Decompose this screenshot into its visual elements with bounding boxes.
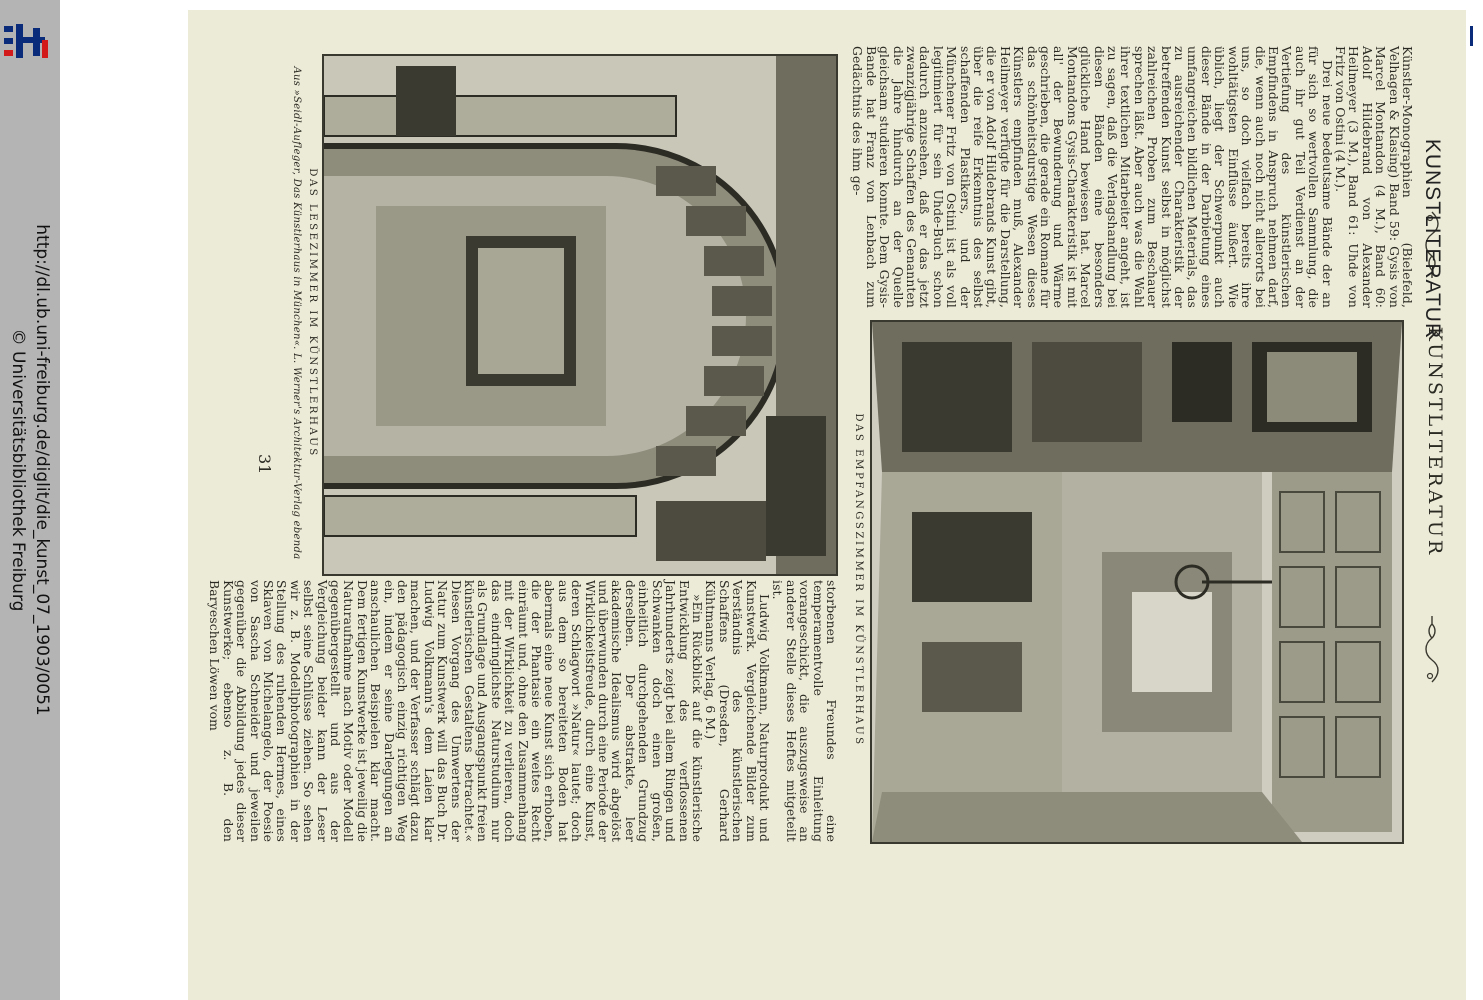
page-content-rotated — [207, 34, 1450, 850]
plate-lesezimmer — [322, 54, 838, 576]
blue-edge-mark-icon — [1470, 26, 1476, 46]
running-head: KUNSTLITERATUR — [1424, 326, 1446, 558]
plate-empfangszimmer — [870, 320, 1404, 844]
source-url-label — [6, 224, 54, 715]
university-library-logo-icon — [2, 20, 54, 64]
plate-caption-empfangszimmer: DAS EMPFANGSZIMMER IM KÜNSTLERHAUS — [853, 413, 864, 747]
viewer-sidebar — [0, 0, 60, 1000]
reading-room-illustration — [324, 56, 836, 574]
paragraph-drei-baende: Drei neue bedeutsame Bände der an für sich so wertvollen Sammlung, die auch ihr gut Teil Verdienst an der Vertiefung des künstlerischen Empfindens in Anspruch nehmen darf, die, wenn auch noch nicht allerorts bei uns, so doch vielfach bereits ihre wohltätigsten Einflüsse äußert. Wie üblich, liegt der Schwerpunkt auch dieser Bände in der Darbietung eines umfangreichen bildlichen Materials, das zu ausreichender Charakteristik der betreffenden Kunst selbst in möglichst zahlreichen Proben zum Beschauer sprechen läßt. Aber auch was die Wahl ihrer textlichen Mitarbeiter angeht, ist zu sagen, daß die Verlagshandlung bei diesen Bänden eine besonders glückliche Hand bewiesen hat. Marcel Montandons Gysis-Charakteristik ist mit all' der Bewunderung und Wärme geschrieben, die gerade ein Romane für das schönheitsdurstige Wesen dieses Künstlers empfinden muß, Alexander Heilmeyer verfügte für die Darstellung, die er von Adolf Hildebrands Kunst gibt, über die reife Erkenntnis des selbst schaffenden Plastikers, und der Münchener Fritz von Ostini ist als voll legitimiert für sein Uhde-Buch schon dadurch anzusehen, daß er das jetzt zwanzigjährige Schaffen des Genannten die Jahre hindurch an der Quelle gleichsam studieren konnte. Dem Gysis-Bande hat Franz von Lenbach zum Gedächtnis des ihm ge- — [850, 46, 1335, 308]
paragraph-einleitung: storbenen Freundes eine temperamentvolle Einleitung vorangeschickt, die auszugsweise an anderer Stelle dieses Heftes mitgeteilt ist. — [770, 580, 839, 842]
paragraph-volkmann-title: Ludwig Volkmann, Naturprodukt und Kunstwerk. Vergleichende Bilder zum Verständnis des künstlerischen Schaffens (Dresden, Gerhard Kühtmanns Verlag, 6 M.) — [703, 580, 772, 842]
page-edge — [1466, 0, 1483, 1000]
paragraph-monographien: Künstler-Monographien (Bielefeld, Velhagen & Klasing) Band 59: Gysis von Marcel Montandon (4 M.), Band 60: Adolf Hildebrand von Alexander Heilmeyer (3 M.), Band 61: Uhde von Fritz von Ostini (4 M.). — [1332, 46, 1415, 308]
text-column-2 — [207, 580, 839, 842]
url-line[interactable]: http://dl.ub.uni-freiburg.de/diglit/die_kunst_07_1903/0051 — [32, 224, 52, 716]
right-ornament-icon — [1424, 614, 1440, 684]
section-title: KUNSTLITERATUR — [1421, 138, 1444, 340]
plate-caption-lesezimmer: DAS LESEZIMMER IM KÜNSTLERHAUS — [307, 168, 318, 458]
paragraph-rueckblick: »Ein Rückblick auf die künstlerische Entwicklung des verflossenen Jahrhunderts zeigt bei allem Ringen und Schwanken doch einen großen, einheitlich durchgehenden Grundzug derselben. Der abstrakte, leer akademische Idealismus wird abgelöst und überwunden durch eine Periode der Wirklichkeitsfreude, durch eine Kunst, deren Schlagwort »Natur« lautet; doch aus dem so bereiteten Boden hat abermals eine neue Kunst sich erhoben, die der Phantasie ein weites Recht einräumt und, ohne den Zusammenhang mit der Wirklichkeit zu verlieren, doch das eindringlichste Naturstudium nur als Grundlage und Ausgangspunkt freien künstlerischen Gestaltens betrachtet.« Diesen Vorgang des Umwertens der Natur zum Kunstwerk will das Buch Dr. Ludwig Volkmann's dem Laien klar machen, und der Verfasser schlägt dazu den pädagogisch einzig richtigen Weg ein, indem er seine Darlegungen an anschaulichen Beispielen klar macht. Dem fertigen Kunstwerke ist jeweilig die Naturaufnahme nach Motiv oder Modell gegenübergestellt und aus der Vergleichung beider kann der Leser selbst seine Schlüsse ziehen. So sehen wir z. B. Modellphotographien in der Stellung des ruhenden Hermes, eines Sklaven von Michelangelo, der Poesie von Sascha Schneider und jeweilen gegenüber die Abbildung jedes dieser Kunstwerke; ebenso z. B. den Baryeschen Löwen vom — [207, 580, 705, 842]
copyright-line: © Universitätsbibliothek Freiburg — [8, 328, 28, 612]
plate-credit-lesezimmer: Aus »Seidl-Aufleger, Das Künstlerhaus in München«. L. Werner's Architektur-Verlag ebenda — [291, 66, 302, 560]
page-number: 31 — [255, 454, 274, 475]
text-column-1 — [852, 46, 1414, 308]
reception-room-illustration — [872, 322, 1402, 842]
